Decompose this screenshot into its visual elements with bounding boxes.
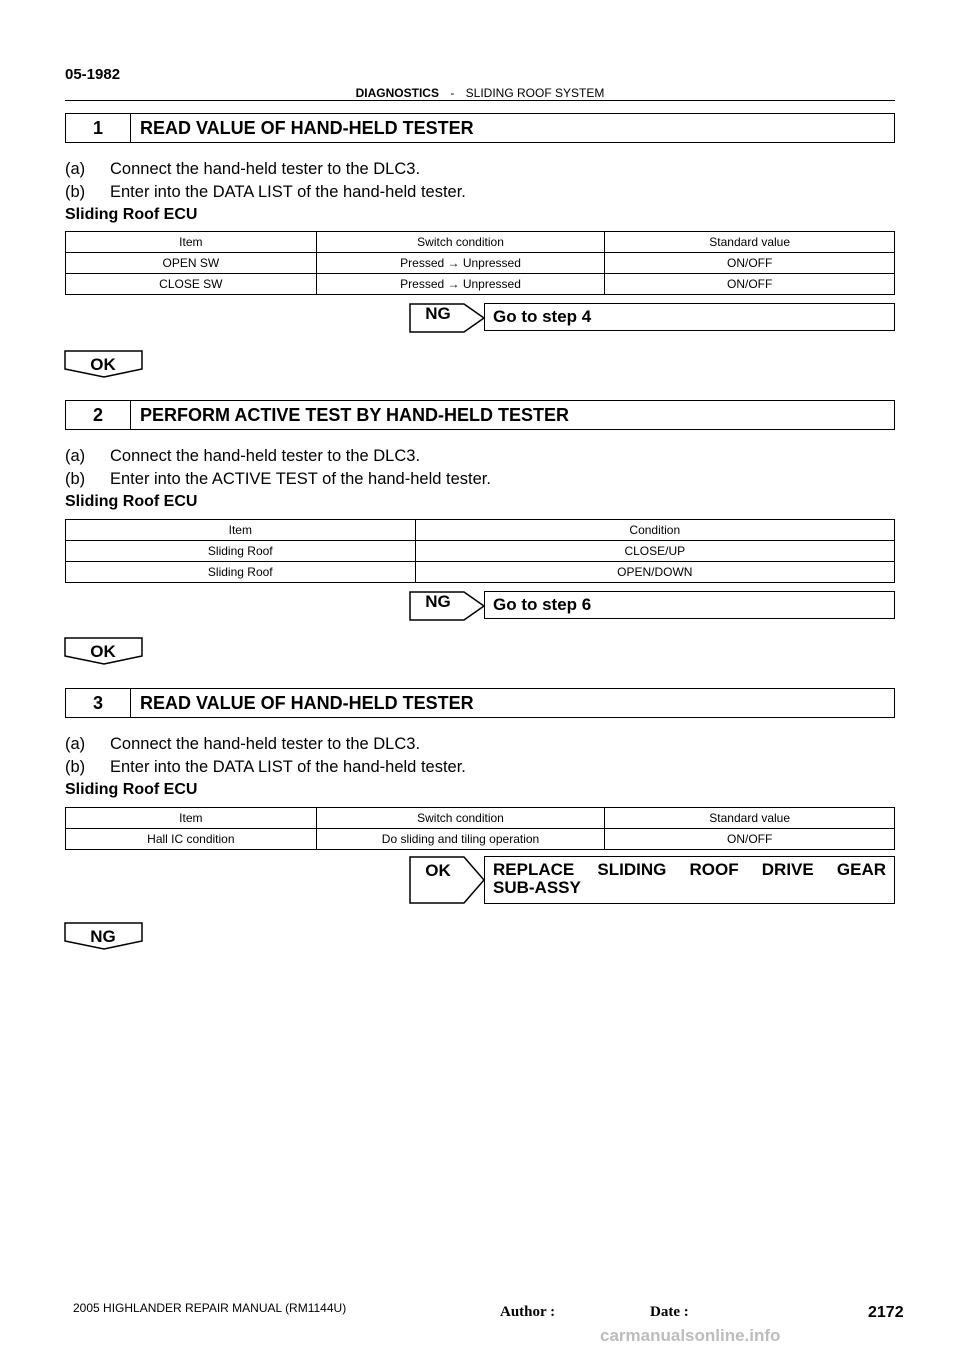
step-number: 1 <box>66 114 131 142</box>
instruction-label: (a) <box>65 447 86 465</box>
instruction-line <box>65 758 466 777</box>
instruction-line <box>65 160 420 179</box>
table-cell: ON/OFF <box>605 829 895 850</box>
instruction-label: (a) <box>65 735 86 753</box>
table-header-row <box>66 232 895 253</box>
table-row <box>66 253 895 274</box>
table-subheading: Sliding Roof ECU <box>65 206 198 223</box>
instruction-line <box>65 447 420 466</box>
table-row <box>66 541 895 562</box>
subsection-title: SLIDING ROOF SYSTEM <box>465 86 605 100</box>
table-cell: Do sliding and tiling operation <box>316 829 605 850</box>
result-action-text: REPLACE SLIDING ROOF DRIVE GEAR <box>493 860 886 879</box>
data-table <box>65 231 895 295</box>
table-header-cell: Item <box>66 232 317 253</box>
data-table <box>65 519 895 583</box>
instruction-line <box>65 735 420 754</box>
step-3-header <box>65 688 895 718</box>
result-label: NG <box>425 592 451 611</box>
table-header-cell: Condition <box>415 520 894 541</box>
watermark: carmanualsonline.info <box>600 1326 781 1345</box>
result-action-text: SUB-ASSY <box>493 878 581 897</box>
table-row <box>66 562 895 583</box>
continue-label: NG <box>90 927 116 946</box>
table-header-cell: Item <box>66 520 416 541</box>
step-2-header <box>65 400 895 430</box>
manual-footer: 2005 HIGHLANDER REPAIR MANUAL (RM1144U) <box>73 1301 347 1315</box>
table-header-cell: Item <box>66 808 317 829</box>
instruction-line <box>65 183 466 202</box>
table-header-cell: Switch condition <box>316 232 605 253</box>
instruction-label: (a) <box>65 160 86 178</box>
instruction-line <box>65 470 491 489</box>
instruction-text: Connect the hand-held tester to the DLC3. <box>110 447 421 465</box>
step-number: 3 <box>66 689 131 717</box>
instruction-text: Connect the hand-held tester to the DLC3. <box>110 160 421 178</box>
step-number: 2 <box>66 401 131 429</box>
result-action-box <box>484 303 895 331</box>
section-header <box>0 86 960 100</box>
instruction-label: (b) <box>65 183 86 201</box>
step-title: READ VALUE OF HAND-HELD TESTER <box>140 693 474 713</box>
table-header-cell: Standard value <box>605 808 895 829</box>
table-cell: Hall IC condition <box>66 829 317 850</box>
result-action-box <box>484 856 895 904</box>
result-action-text: Go to step 4 <box>493 307 592 326</box>
section-title: DIAGNOSTICS <box>355 86 439 100</box>
table-header-cell: Standard value <box>605 232 895 253</box>
instruction-label: (b) <box>65 470 86 488</box>
table-subheading: Sliding Roof ECU <box>65 493 198 510</box>
instruction-text: Enter into the DATA LIST of the hand-held tester. <box>110 758 466 776</box>
table-cell: CLOSE SW <box>66 274 317 295</box>
table-header-row <box>66 808 895 829</box>
table-cell: Sliding Roof <box>66 541 416 562</box>
step-1-header <box>65 113 895 143</box>
data-table <box>65 807 895 850</box>
table-cell: Sliding Roof <box>66 562 416 583</box>
table-cell: CLOSE/UP <box>415 541 894 562</box>
table-cell: ON/OFF <box>605 274 895 295</box>
result-label: OK <box>425 861 451 880</box>
table-cell: Pressed → Unpressed <box>316 274 605 295</box>
table-header-cell: Switch condition <box>316 808 605 829</box>
table-cell: OPEN SW <box>66 253 317 274</box>
instruction-label: (b) <box>65 758 86 776</box>
table-row <box>66 274 895 295</box>
step-title: PERFORM ACTIVE TEST BY HAND-HELD TESTER <box>140 405 570 425</box>
page-code: 05-1982 <box>65 66 121 83</box>
continue-label: OK <box>90 642 116 661</box>
instruction-text: Enter into the DATA LIST of the hand-held tester. <box>110 183 466 201</box>
header-divider <box>65 100 895 101</box>
table-header-row <box>66 520 895 541</box>
header-separator: - <box>450 86 455 100</box>
result-label: NG <box>425 304 451 323</box>
instruction-text: Enter into the ACTIVE TEST of the hand-held tester. <box>110 470 491 488</box>
author-label: Author : <box>500 1304 556 1320</box>
instruction-text: Connect the hand-held tester to the DLC3. <box>110 735 421 753</box>
table-row <box>66 829 895 850</box>
result-action-box <box>484 591 895 619</box>
table-subheading: Sliding Roof ECU <box>65 781 198 798</box>
table-cell: ON/OFF <box>605 253 895 274</box>
date-label: Date : <box>650 1304 689 1320</box>
continue-label: OK <box>90 355 116 374</box>
table-cell: OPEN/DOWN <box>415 562 894 583</box>
table-cell: Pressed → Unpressed <box>316 253 605 274</box>
step-title: READ VALUE OF HAND-HELD TESTER <box>140 118 474 138</box>
result-action-text: Go to step 6 <box>493 595 592 614</box>
page-number: 2172 <box>868 1304 904 1321</box>
